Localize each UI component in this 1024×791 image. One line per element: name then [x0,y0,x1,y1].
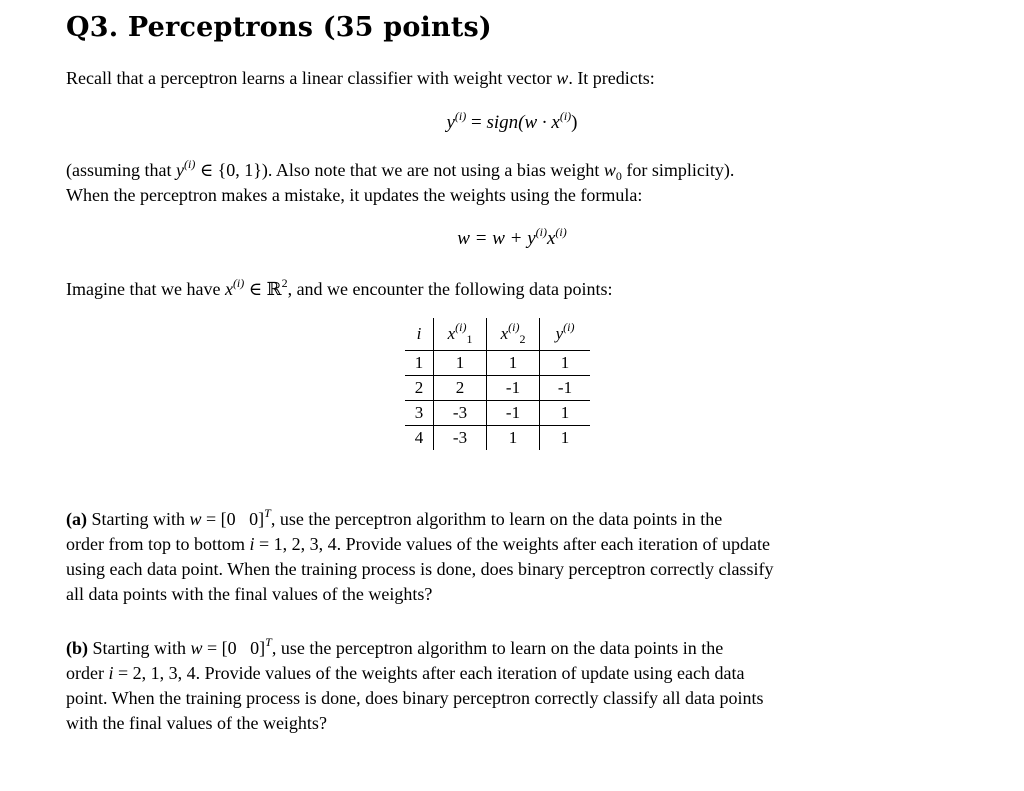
imagine-paragraph: Imagine that we have $x^{(i)}$ ∈ ℝ$^2$, and we encounter the following data points: [66,276,613,299]
data-points-table [405,318,590,450]
header-x1: $x^{(i)}_1$ [434,318,487,351]
table-header-row [405,318,590,351]
intro-paragraph: Recall that a perceptron learns a linear classifier with weight vector w. It predicts: [66,68,655,88]
table-row: 3 -3 -1 1 [405,401,590,426]
prediction-equation: $y^{(i)}$ = sign(w · $x^{(i)}$) [446,109,578,133]
table-row: 2 2 -1 -1 [405,376,590,401]
question-title: Q3. Perceptrons (35 points) [66,12,492,43]
table-row: 4 -3 1 1 [405,426,590,451]
table-row: 1 1 1 1 [405,351,590,376]
header-y: $y^{(i)}$ [540,318,591,351]
part-a-paragraph: (a) Starting with w = [0 0]$^T$, use the perceptron algorithm to learn on the data points in the order from top to bottom i = 1, 2, 3, 4. Provide values of the weights after each iteration of update using each data point. When the training process is done, does binary perceptron correctly classify all data points with the final values of the weights? [66,506,774,604]
header-i: i [405,318,434,351]
update-equation: $w = w + y^{(i)}x^{(i)}$ [457,225,567,249]
part-b-paragraph: (b) Starting with w = [0 0]$^T$, use the perceptron algorithm to learn on the data points in the order i = 2, 1, 3, 4. Provide values of the weights after each iteration of update using each data point. When the training process is done, does binary perceptron correctly classify all data points with the final values of the weights? [66,635,764,733]
assumption-paragraph: (assuming that $y^{(i)}$ ∈ {0, 1}). Also note that we are not using a bias weight $w_0$ for simplicity). When the perceptron makes a mistake, it updates the weights using the formula: [66,157,735,205]
header-x2: $x^{(i)}_2$ [487,318,540,351]
